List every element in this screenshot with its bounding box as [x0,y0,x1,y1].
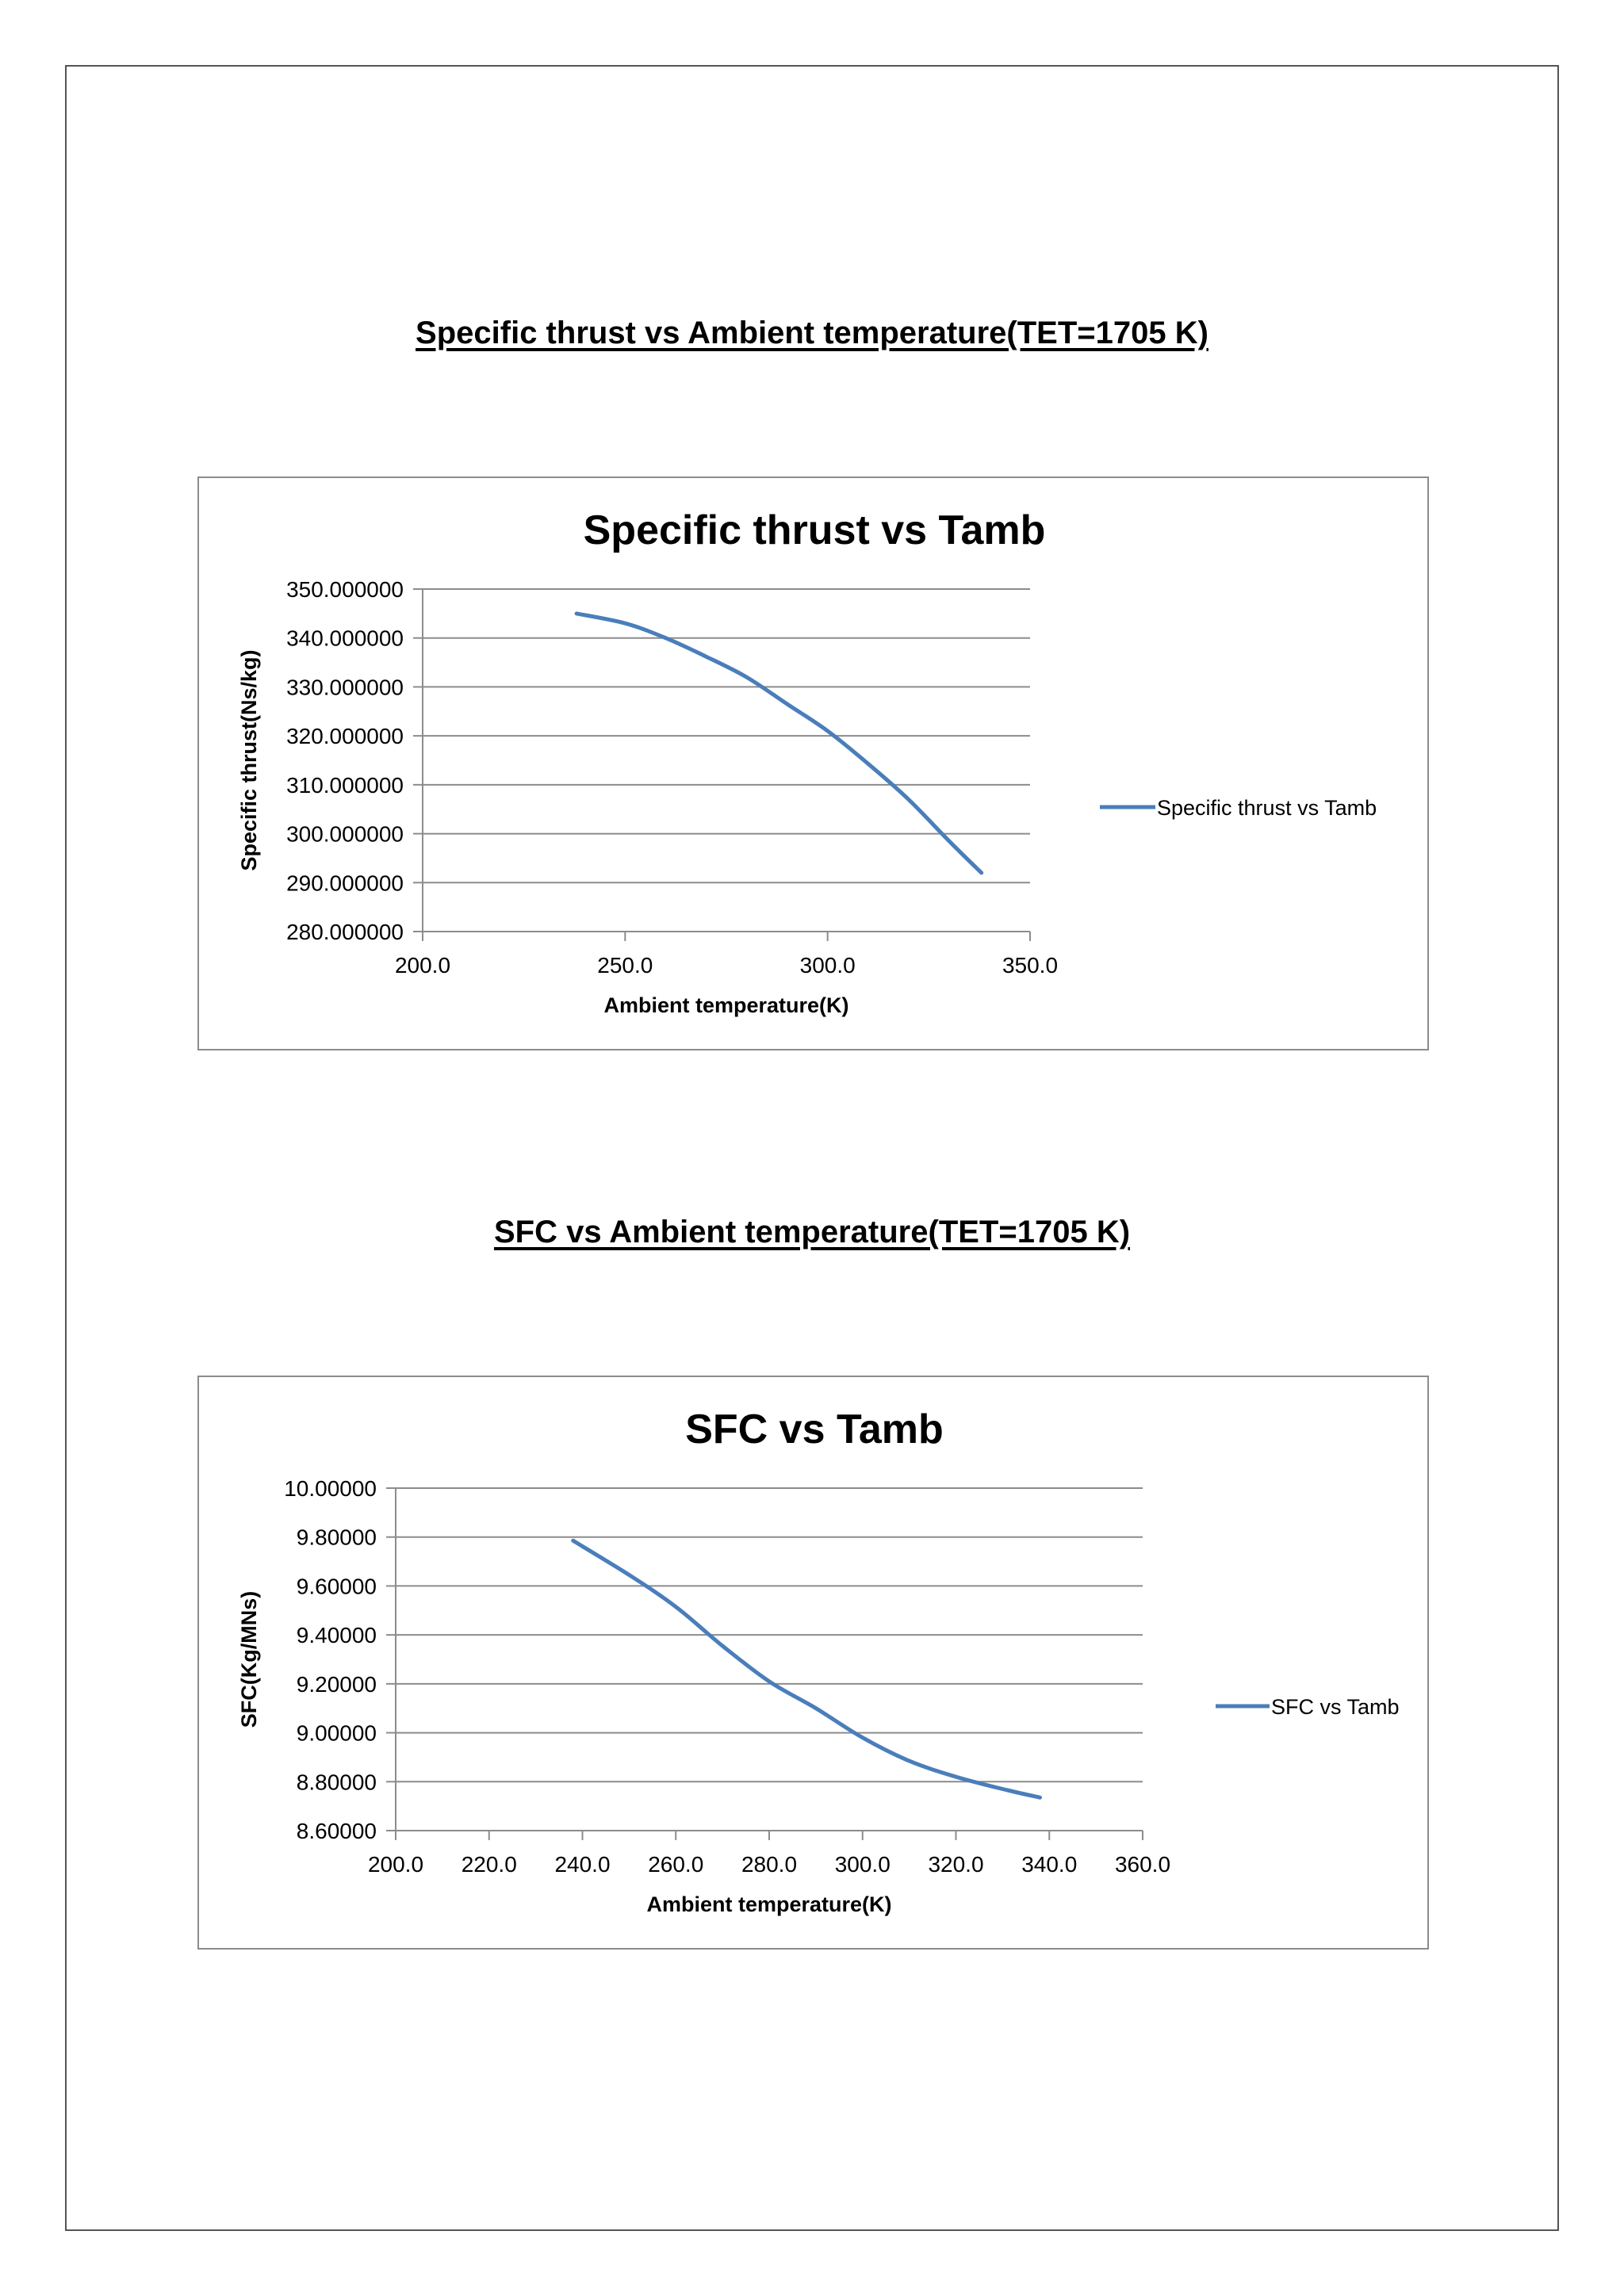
chart-specific-thrust-svg [199,478,1431,1052]
series-line [573,1540,1040,1797]
x-axis-label: Ambient temperature(K) [603,993,849,1017]
x-tick-label: 280.0 [741,1852,798,1877]
x-tick-label: 220.0 [461,1852,517,1877]
y-tick-label: 8.80000 [296,1770,377,1795]
x-tick-label: 260.0 [648,1852,704,1877]
chart-title: SFC vs Tamb [685,1406,944,1452]
y-tick-label: 330.000000 [286,675,404,700]
x-tick-label: 250.0 [597,953,653,978]
x-axis-label: Ambient temperature(K) [646,1892,892,1916]
y-axis-label: SFC(Kg/MNs) [237,1590,261,1728]
y-tick-label: 10.00000 [284,1476,377,1501]
y-tick-label: 290.000000 [286,871,404,896]
y-tick-label: 320.000000 [286,724,404,749]
y-tick-label: 340.000000 [286,626,404,651]
section-heading-sfc: SFC vs Ambient temperature(TET=1705 K) [493,1215,1131,1249]
y-tick-label: 9.20000 [296,1671,377,1697]
legend-label: Specific thrust vs Tamb [1157,796,1377,820]
chart-sfc [197,1376,1429,1950]
legend-label: SFC vs Tamb [1271,1695,1400,1719]
x-tick-label: 200.0 [394,953,451,978]
y-tick-label: 9.80000 [296,1525,377,1550]
x-tick-label: 360.0 [1114,1852,1171,1877]
y-axis-label: Specific thrust(Ns/kg) [237,649,261,871]
y-tick-label: 280.000000 [286,920,404,944]
section-heading-specific-thrust: Specific thrust vs Ambient temperature(TET=1705 K) [416,316,1208,350]
x-tick-label: 300.0 [834,1852,891,1877]
x-tick-label: 320.0 [928,1852,984,1877]
y-tick-label: 9.60000 [296,1574,377,1599]
x-tick-label: 350.0 [1002,953,1059,978]
y-tick-label: 9.00000 [296,1720,377,1746]
x-tick-label: 240.0 [554,1852,611,1877]
y-tick-label: 8.60000 [296,1819,377,1843]
x-tick-label: 340.0 [1021,1852,1078,1877]
y-tick-label: 9.40000 [296,1623,377,1648]
y-tick-label: 310.000000 [286,772,404,798]
chart-specific-thrust [197,476,1429,1050]
x-tick-label: 300.0 [799,953,856,978]
x-tick-label: 200.0 [367,1852,424,1877]
chart-title: Specific thrust vs Tamb [583,507,1046,553]
chart-sfc-svg [199,1377,1431,1951]
y-tick-label: 300.000000 [286,821,404,847]
y-tick-label: 350.000000 [286,577,404,602]
